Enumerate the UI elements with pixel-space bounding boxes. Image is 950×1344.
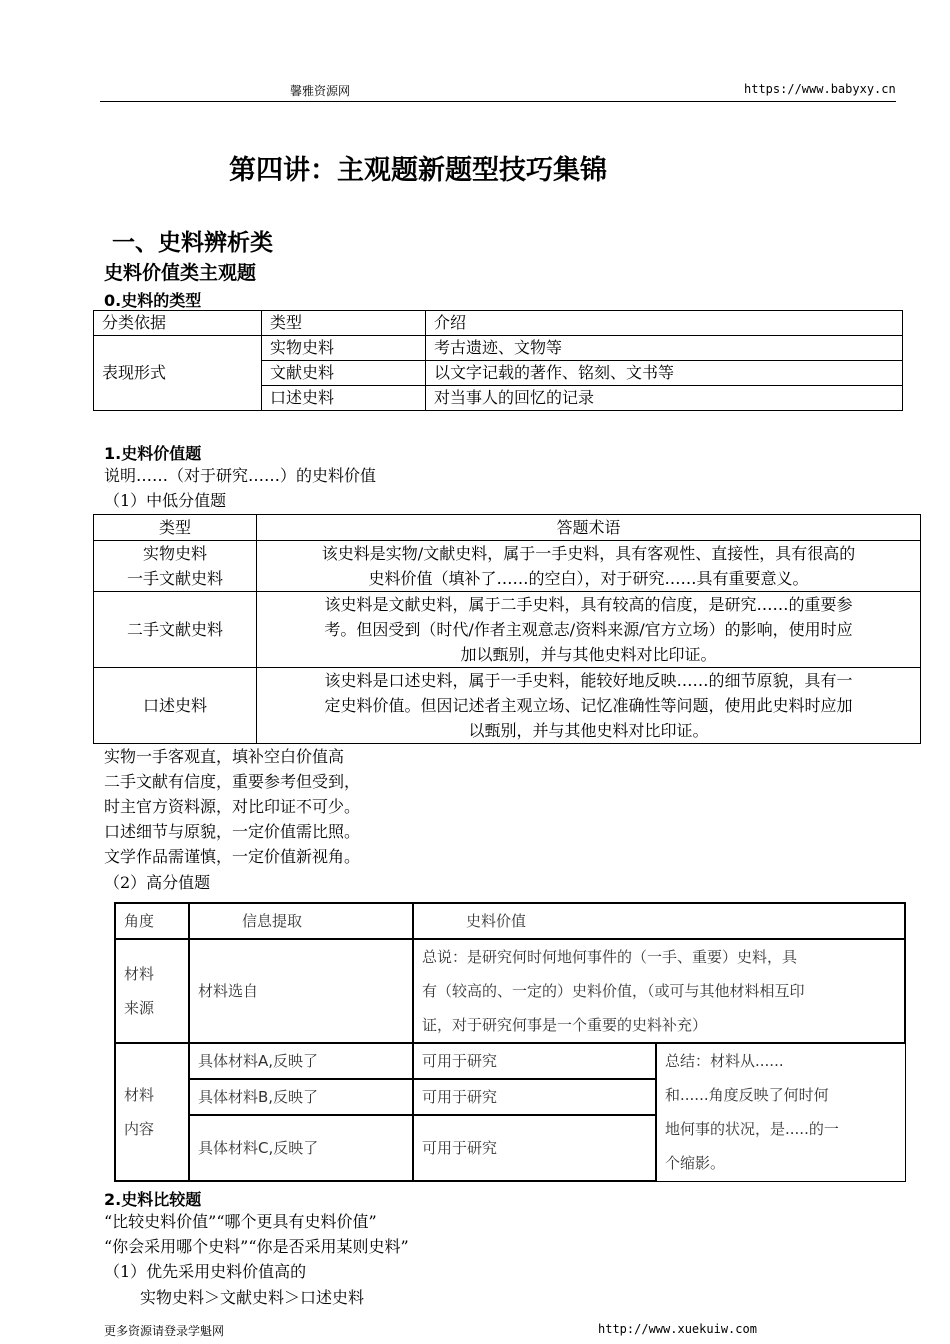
term-line: 该史料是文献史料，属于二手史料，具有较高的信度，是研究……的重要参 (324, 595, 853, 614)
table-row (94, 592, 921, 668)
row-label-line: 材料 (124, 965, 155, 983)
type-line: 实物史料 (142, 544, 207, 563)
intro-cell: 以文字记载的著作、铭刻、文书等 (426, 361, 903, 386)
term-line: 加以甄别，并与其他史料对比印证。 (460, 645, 717, 664)
table-header-cell: 分类依据 (94, 311, 262, 336)
type-cell: 文献史料 (262, 361, 426, 386)
mnemonic-line: 实物一手客观直，填补空白价值高 (104, 747, 345, 766)
value-cell: 可用于研究 (413, 1043, 656, 1079)
footer-text: 更多资源请登录学魁网 (104, 1324, 225, 1338)
term-line: 定史料价值。但因记述者主观立场、记忆准确性等问题，使用此史料时应加 (324, 696, 853, 715)
part2-line: “比较史料价值”“哪个更具有史料价值” (104, 1212, 377, 1231)
term-line: 考。但因受到（时代/作者主观意志/资料来源/官方立场）的影响，使用时应 (324, 620, 853, 639)
type-line: 一手文献史料 (126, 569, 223, 588)
high-score-table (114, 902, 906, 1182)
header-url[interactable]: https://www.babyxy.cn (744, 82, 896, 96)
subsection-heading: 史料价值类主观题 (104, 262, 257, 284)
info-cell: 具体材料B,反映了 (189, 1079, 413, 1115)
intro-cell: 对当事人的回忆的记录 (426, 386, 903, 411)
row-label-line: 内容 (124, 1120, 155, 1138)
table-row (115, 939, 905, 1043)
intro-cell: 考古遗迹、文物等 (426, 336, 903, 361)
term-line: 该史料是口述史料，属于一手史料，能较好地反映……的细节原貌，具有一 (324, 671, 853, 690)
type-cell: 口述史料 (94, 668, 257, 744)
part1-sub2: （2）高分值题 (104, 873, 211, 892)
table-row (115, 1043, 905, 1079)
value-line: 有（较高的、一定的）史料价值，（或可与其他材料相互印 (422, 982, 805, 1000)
part2-line: （1）优先采用史料价值高的 (104, 1262, 307, 1281)
summary-line: 地何事的状况，是.....的一 (665, 1120, 839, 1139)
section-heading: 一、史料辨析类 (112, 230, 273, 256)
term-line: 以甄别，并与其他史料对比印证。 (468, 721, 709, 740)
value-line: 总说：是研究何时何地何事件的（一手、重要）史料，具 (422, 948, 798, 966)
table-header-cell: 信息提取 (189, 903, 413, 939)
source-priority-order: 实物史料＞文献史料＞口述史料 (140, 1288, 365, 1307)
header-site-name: 馨雅资源网 (290, 84, 351, 98)
type-cell: 实物史料 (262, 336, 426, 361)
source-types-table (93, 310, 903, 411)
table-row (94, 668, 921, 744)
table-header-cell: 角度 (115, 903, 189, 939)
table-header-row (115, 903, 905, 939)
answer-terms-table (93, 514, 921, 744)
summary-line: 和......角度反映了何时何 (665, 1086, 829, 1105)
mnemonic-line: 二手文献有信度，重要参考但受到， (104, 772, 361, 791)
table-row (94, 541, 921, 592)
table-header-cell: 类型 (262, 311, 426, 336)
term-line: 史料价值（填补了……的空白），对于研究……具有重要意义。 (368, 569, 809, 588)
row-label-line: 材料 (124, 1086, 155, 1104)
table-row (94, 336, 903, 361)
info-cell: 具体材料C,反映了 (189, 1115, 413, 1181)
page-title: 第四讲：主观题新题型技巧集锦 (229, 155, 607, 186)
value-line: 证，对于研究何事是一个重要的史料补充） (422, 1016, 708, 1034)
term-line: 该史料是实物/文献史料，属于一手史料，具有客观性、直接性，具有很高的 (321, 544, 856, 563)
info-cell: 具体材料A,反映了 (189, 1043, 413, 1079)
row-label-line: 来源 (124, 999, 155, 1017)
table-header-row (94, 515, 921, 541)
part1-sub1: （1）中低分值题 (104, 491, 227, 510)
summary-line: 个缩影。 (665, 1154, 726, 1173)
table-header-cell: 答题术语 (257, 515, 921, 541)
mnemonic-line: 文学作品需谨慎，一定价值新视角。 (104, 847, 361, 866)
type-cell: 口述史料 (262, 386, 426, 411)
mnemonic-line: 口述细节与原貌，一定价值需比照。 (104, 822, 361, 841)
table-header-cell: 类型 (94, 515, 257, 541)
part0-heading: 0.史料的类型 (104, 291, 202, 310)
table-header-cell: 介绍 (426, 311, 903, 336)
value-cell: 可用于研究 (413, 1079, 656, 1115)
value-cell: 可用于研究 (413, 1115, 656, 1181)
table-header-cell: 史料价值 (413, 903, 905, 939)
part1-heading: 1.史料价值题 (104, 444, 202, 463)
mnemonic-line: 时主官方资料源，对比印证不可少。 (104, 797, 361, 816)
summary-line: 总结：材料从...... (665, 1052, 784, 1071)
part1-description: 说明……（对于研究……）的史料价值 (104, 466, 377, 485)
type-cell: 二手文献史料 (94, 592, 257, 668)
info-cell: 材料选自 (189, 939, 413, 1043)
header-divider (100, 101, 896, 102)
footer-url[interactable]: http://www.xuekuiw.com (598, 1322, 757, 1336)
table-header-row (94, 311, 903, 336)
part2-heading: 2.史料比较题 (104, 1190, 202, 1209)
part2-line: “你会采用哪个史料”“你是否采用某则史料” (104, 1237, 409, 1256)
group-cell: 表现形式 (94, 336, 262, 411)
